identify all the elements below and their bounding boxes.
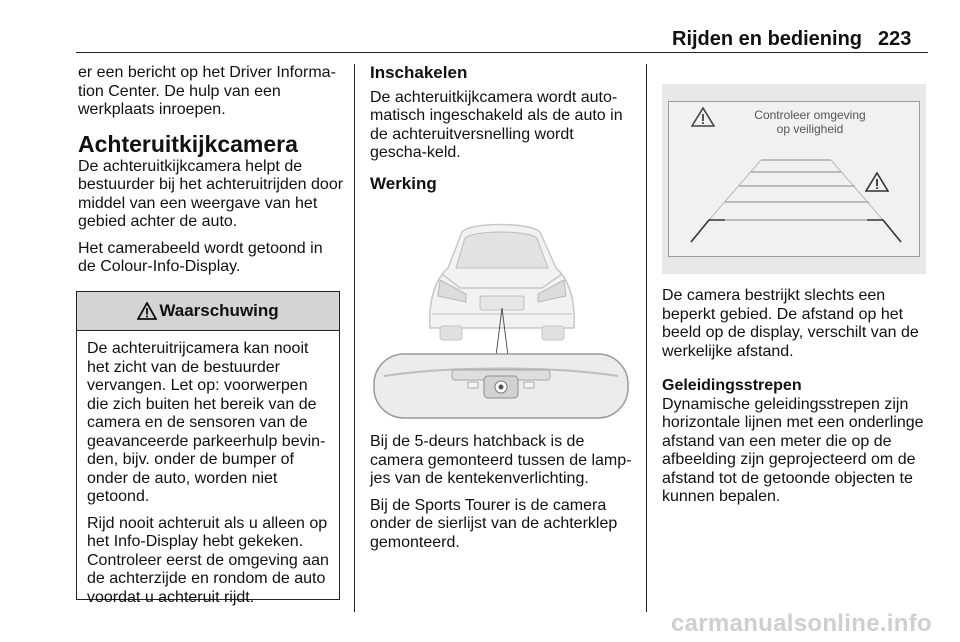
column-divider-left [354, 64, 355, 612]
intro-text: er een bericht op het Driver Informa-tion Center. De hulp van een werkplaats inroepen. [78, 64, 336, 118]
warning-header [77, 292, 339, 331]
column-divider-right [646, 64, 647, 612]
warning-title: Waarschuwing [159, 301, 279, 320]
display-paragraph: Het camerabeeld wordt getoond in de Colour-Info-Display. [78, 239, 323, 275]
column-2 [370, 64, 632, 199]
heading-geleidingsstrepen: Geleidingsstrepen [662, 377, 802, 394]
warning-paragraph-2: Rijd nooit achteruit als u alleen op het Info-Display hebt gekeken. Controleer eerst de omgeving aan de achterzijde en rondom de auto voordat u achteruit rijdt. [87, 514, 329, 606]
car-rear-illustration [370, 210, 632, 422]
inschakelen-paragraph: De achteruitkijkcamera wordt auto-matisch ingeschakeld als de auto in de achteruitversnelling wordt gescha-keld. [370, 88, 623, 161]
camera-display-figure [662, 84, 926, 274]
heading-werking: Werking [370, 173, 437, 193]
display-screen [668, 101, 920, 257]
heading-achteruitkijkcamera: Achteruitkijkcamera [78, 130, 298, 157]
column-2-lower [370, 433, 632, 560]
watermark-text: carmanualsonline.info [670, 610, 932, 637]
section-title: Rijden en bediening [672, 28, 863, 50]
heading-inschakelen: Inschakelen [370, 63, 468, 82]
warning-paragraph-1: De achteruitrijcamera kan nooit het zicht van de bestuurder vervangen. Let op: voorwerpen die zich buiten het bereik van de camera en de sensoren van de geavanceerde parkeerhulp bevin-den, bijv. onder de bumper of onder de auto, worden niet getoond. [87, 340, 326, 505]
warning-triangle-icon [137, 302, 157, 320]
column-3 [662, 287, 928, 515]
column-1 [78, 64, 344, 285]
tourer-paragraph: Bij de Sports Tourer is de camera onder de sierlijst van de achterklep gemonteerd. [370, 496, 618, 551]
warning-box [76, 291, 340, 606]
hatchback-paragraph: Bij de 5-deurs hatchback is de camera gemonteerd tussen de lamp-jes van de kentekenverlichting. [370, 433, 632, 487]
obstacle-warning-icon [865, 172, 889, 192]
page-number: 223 [878, 28, 912, 50]
display-message-line-2: op veiligheid [776, 122, 844, 136]
camera-range-paragraph: De camera bestrijkt slechts een beperkt gebied. De afstand op het beeld op de display, verschilt van de werkelijke afstand. [662, 287, 919, 360]
car-rear-figure [370, 210, 632, 427]
warning-body [77, 331, 339, 607]
header-rule [76, 52, 928, 53]
display-message-line-1: Controleer omgeving [754, 108, 866, 122]
camera-intro-paragraph: De achteruitkijkcamera helpt de bestuurder bij het achteruitrijden door middel van een weergave van het gebied achter de auto. [78, 157, 344, 230]
guides-paragraph: Dynamische geleidingsstrepen zijn horizontale lijnen met een onderlinge afstand van een meter die op de afbeelding zijn geprojecteerd om de afstand tot de getoonde objecten te kunnen bepalen. [662, 395, 924, 505]
